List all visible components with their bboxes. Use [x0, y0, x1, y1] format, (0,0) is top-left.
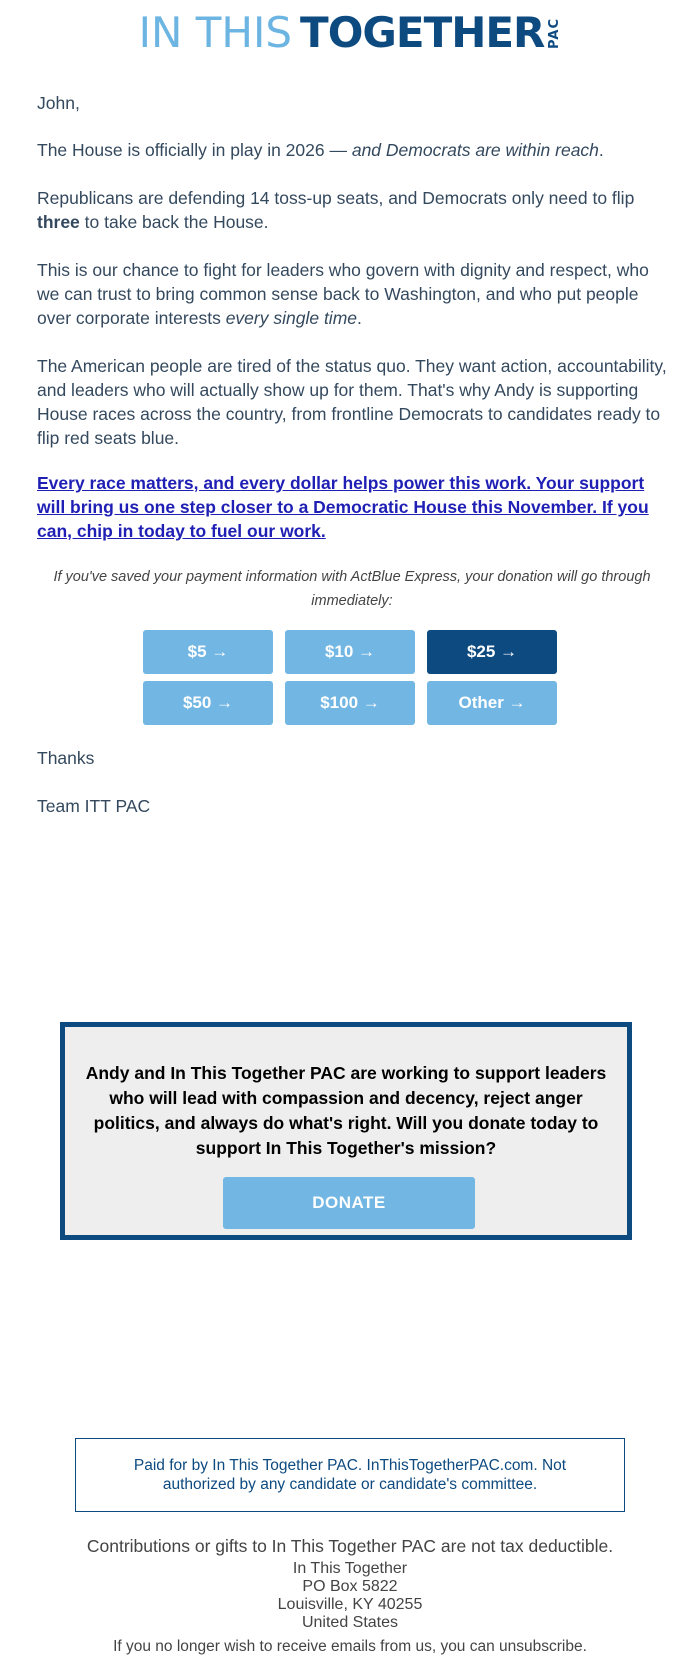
donate-50-button[interactable]: $50 → — [143, 681, 273, 725]
donate-box — [60, 1022, 632, 1240]
paragraph-1 — [37, 138, 667, 162]
logo — [0, 10, 700, 56]
paragraph-1-text: The House is officially in play in 2026 — — [37, 140, 352, 160]
donate-cta-link[interactable]: Every race matters, and every dollar helps power this work. Your support will bring us one step closer to a Democratic House this November. If you can, chip in today to fuel our work. — [37, 473, 649, 541]
paragraph-2-bold: three — [37, 212, 80, 232]
logo-dark-text: TOGETHER — [300, 8, 545, 57]
paragraph-3-text: This is our chance to fight for leaders who govern with dignity and respect, who we can trust to bring common sense back to Washington, and who put people over corporate interests — [37, 260, 649, 328]
paragraph-3-emphasis: every single time — [225, 308, 358, 328]
paragraph-2 — [37, 186, 667, 234]
donate-5-button[interactable]: $5 → — [143, 630, 273, 674]
address-country: United States — [301, 1614, 399, 1631]
donate-box-text: Andy and In This Together PAC are working to support leaders who will lead with compassion and decency, reject anger politics, and always do what's right. Will you donate today to support In This Together's mission? — [85, 1063, 607, 1158]
address-po-box: PO Box 5822 — [302, 1578, 398, 1595]
unsubscribe-text[interactable]: If you no longer wish to receive emails from us, you can unsubscribe. — [113, 1638, 587, 1655]
paragraph-1-end: . — [598, 140, 604, 160]
paid-for-text: Paid for by In This Together PAC. InThisTogetherPAC.com. Not authorized by any candidate or candidate's committee. — [133, 1457, 567, 1493]
paragraph-4: The American people are tired of the status quo. They want action, accountability, and leaders who will actually show up for them. That's why Andy is supporting House races across the country, from frontline Democrats to candidates ready to flip red seats blue. — [37, 356, 667, 448]
address-name: In This Together — [292, 1560, 408, 1577]
paragraph-3-end: . — [357, 308, 362, 328]
logo-light-text: IN THIS — [138, 8, 293, 57]
donate-other-button[interactable]: Other → — [427, 681, 557, 725]
donate-25-button[interactable]: $25 → — [427, 630, 557, 674]
paragraph-3 — [37, 258, 667, 330]
donate-100-button[interactable]: $100 → — [285, 681, 415, 725]
paid-for-disclaimer — [75, 1438, 625, 1512]
actblue-express-note: If you've saved your payment information with ActBlue Express, your donation will go through immediately: — [53, 569, 651, 609]
paragraph-2-end: to take back the House. — [79, 212, 269, 232]
signature: Team ITT PAC — [37, 796, 151, 816]
donate-10-button[interactable]: $10 → — [285, 630, 415, 674]
paragraph-1-emphasis: and Democrats are within reach — [351, 140, 599, 160]
address-city: Louisville, KY 40255 — [277, 1596, 423, 1613]
greeting: John, — [37, 93, 80, 113]
tax-note: Contributions or gifts to In This Together PAC are not tax deductible. — [86, 1536, 614, 1556]
paragraph-2-text: Republicans are defending 14 toss-up seats, and Democrats only need to flip — [37, 188, 635, 208]
donate-button[interactable]: DONATE — [223, 1177, 475, 1229]
logo-pac-text: PAC — [547, 17, 563, 49]
thanks-text: Thanks — [37, 748, 95, 768]
